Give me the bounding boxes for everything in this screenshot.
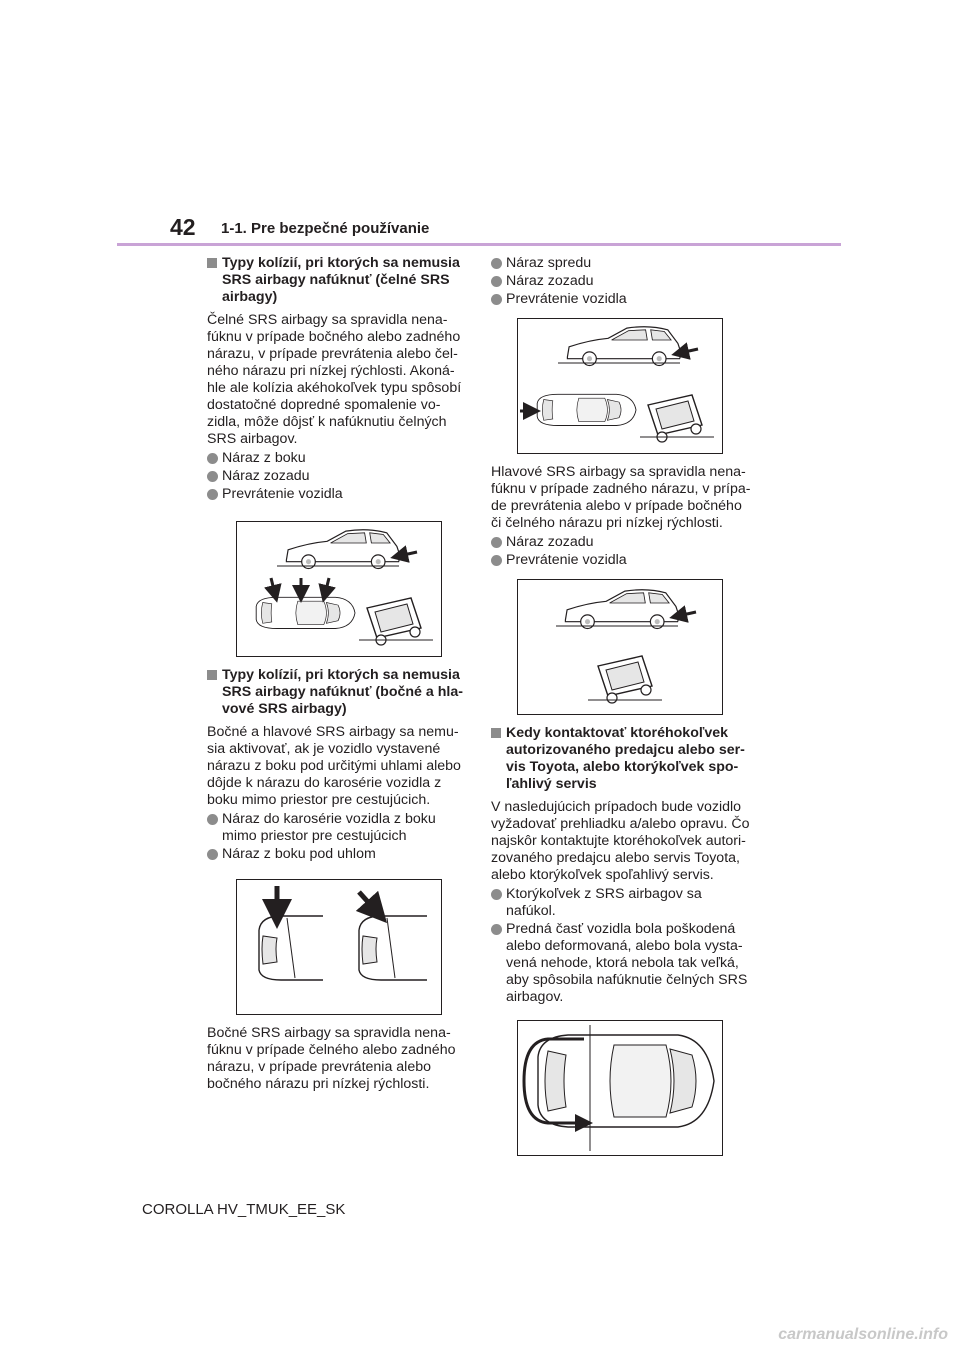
- list-item: Náraz do karosérie vozidla z boku mimo priestor pre cestujúcich: [207, 811, 469, 845]
- figure-frontal-exceptions: [236, 521, 442, 657]
- figure-front-damage: [517, 1020, 723, 1156]
- page-number: 42: [170, 214, 196, 240]
- circle-bullet-icon: [491, 537, 502, 548]
- right-column: [491, 255, 753, 1166]
- square-bullet-icon: [491, 728, 501, 738]
- header-rule: [117, 243, 841, 246]
- figure-side-impact: [236, 879, 442, 1015]
- circle-bullet-icon: [491, 276, 502, 287]
- list-item: Náraz spredu: [491, 255, 753, 272]
- list-item: Prevrátenie vozidla: [207, 486, 469, 503]
- list-item: Náraz z boku pod uhlom: [207, 846, 469, 863]
- circle-bullet-icon: [207, 849, 218, 860]
- left-column: [207, 255, 469, 1095]
- list-item: Náraz zozadu: [207, 468, 469, 485]
- heading-contact-dealer: Kedy kontaktovať ktoréhokoľvek autorizovaného predajcu alebo ser-vis Toyota, alebo ktorýkoľvek spo-ľahlivý servis: [491, 725, 753, 793]
- square-bullet-icon: [207, 670, 217, 680]
- list-item: Náraz z boku: [207, 450, 469, 467]
- list-item: Ktorýkoľvek z SRS airbagov sa nafúkol.: [491, 886, 753, 920]
- heading-side-airbags: Typy kolízií, pri ktorých sa nemusia SRS airbagy nafúknuť (bočné a hla-vové SRS airbagy): [207, 667, 469, 718]
- circle-bullet-icon: [491, 258, 502, 269]
- paragraph: Bočné a hlavové SRS airbagy sa nemu-sia aktivovať, ak je vozidlo vystavené nárazu z boku pod určitými uhlami alebo dôjde k nárazu do karosérie vozidla z boku mimo priestor pre cestujúcich.: [207, 724, 461, 808]
- circle-bullet-icon: [207, 471, 218, 482]
- list-item: Predná časť vozidla bola poškodená alebo deformovaná, alebo bola vysta-vená nehode, ktorá nebola tak veľká, aby spôsobila nafúknutie čelných SRS airbagov.: [491, 921, 753, 1006]
- circle-bullet-icon: [207, 489, 218, 500]
- circle-bullet-icon: [491, 889, 502, 900]
- list-item: Náraz zozadu: [491, 273, 753, 290]
- heading-frontal-airbags: Typy kolízií, pri ktorých sa nemusia SRS airbagy nafúknuť (čelné SRS airbagy): [207, 255, 469, 306]
- paragraph: Čelné SRS airbagy sa spravidla nena-fúknu v prípade bočného alebo zadného nárazu, v prípade prevrátenia alebo čel-ného nárazu pri nízkej rýchlosti. Akoná-hle ale kolízia akéhokoľvek typu spôsobí dostatočné dopredné spomalenie vo-zidla, môže dôjsť k nafúknutiu čelných SRS airbagov.: [207, 312, 462, 447]
- square-bullet-icon: [207, 258, 217, 268]
- paragraph: Bočné SRS airbagy sa spravidla nena-fúknu v prípade čelného alebo zadného nárazu, v prípade prevrátenia alebo bočného nárazu pri nízkej rýchlosti.: [207, 1025, 456, 1092]
- circle-bullet-icon: [207, 453, 218, 464]
- watermark: carmanualsonline.info: [778, 1326, 948, 1343]
- circle-bullet-icon: [491, 555, 502, 566]
- section-title: 1-1. Pre bezpečné používanie: [221, 220, 430, 237]
- circle-bullet-icon: [491, 924, 502, 935]
- list-item: Prevrátenie vozidla: [491, 552, 753, 569]
- figure-side-exceptions: [517, 318, 723, 454]
- paragraph: Hlavové SRS airbagy sa spravidla nena-fúknu v prípade zadného nárazu, v prípa-de prevrátenia alebo v prípade bočného či čelného nárazu pri nízkej rýchlosti.: [491, 464, 751, 531]
- list-item: Náraz zozadu: [491, 534, 753, 551]
- footer-model-code: COROLLA HV_TMUK_EE_SK: [142, 1201, 346, 1218]
- circle-bullet-icon: [207, 814, 218, 825]
- list-item: Prevrátenie vozidla: [491, 291, 753, 308]
- paragraph: V nasledujúcich prípadoch bude vozidlo vyžadovať prehliadku a/alebo opravu. Čo najskôr kontaktujte ktoréhokoľvek autori-zovaného predajcu alebo servis Toyota, alebo ktorýkoľvek spoľahlivý servis.: [491, 799, 750, 883]
- circle-bullet-icon: [491, 294, 502, 305]
- figure-curtain-exceptions: [517, 579, 723, 715]
